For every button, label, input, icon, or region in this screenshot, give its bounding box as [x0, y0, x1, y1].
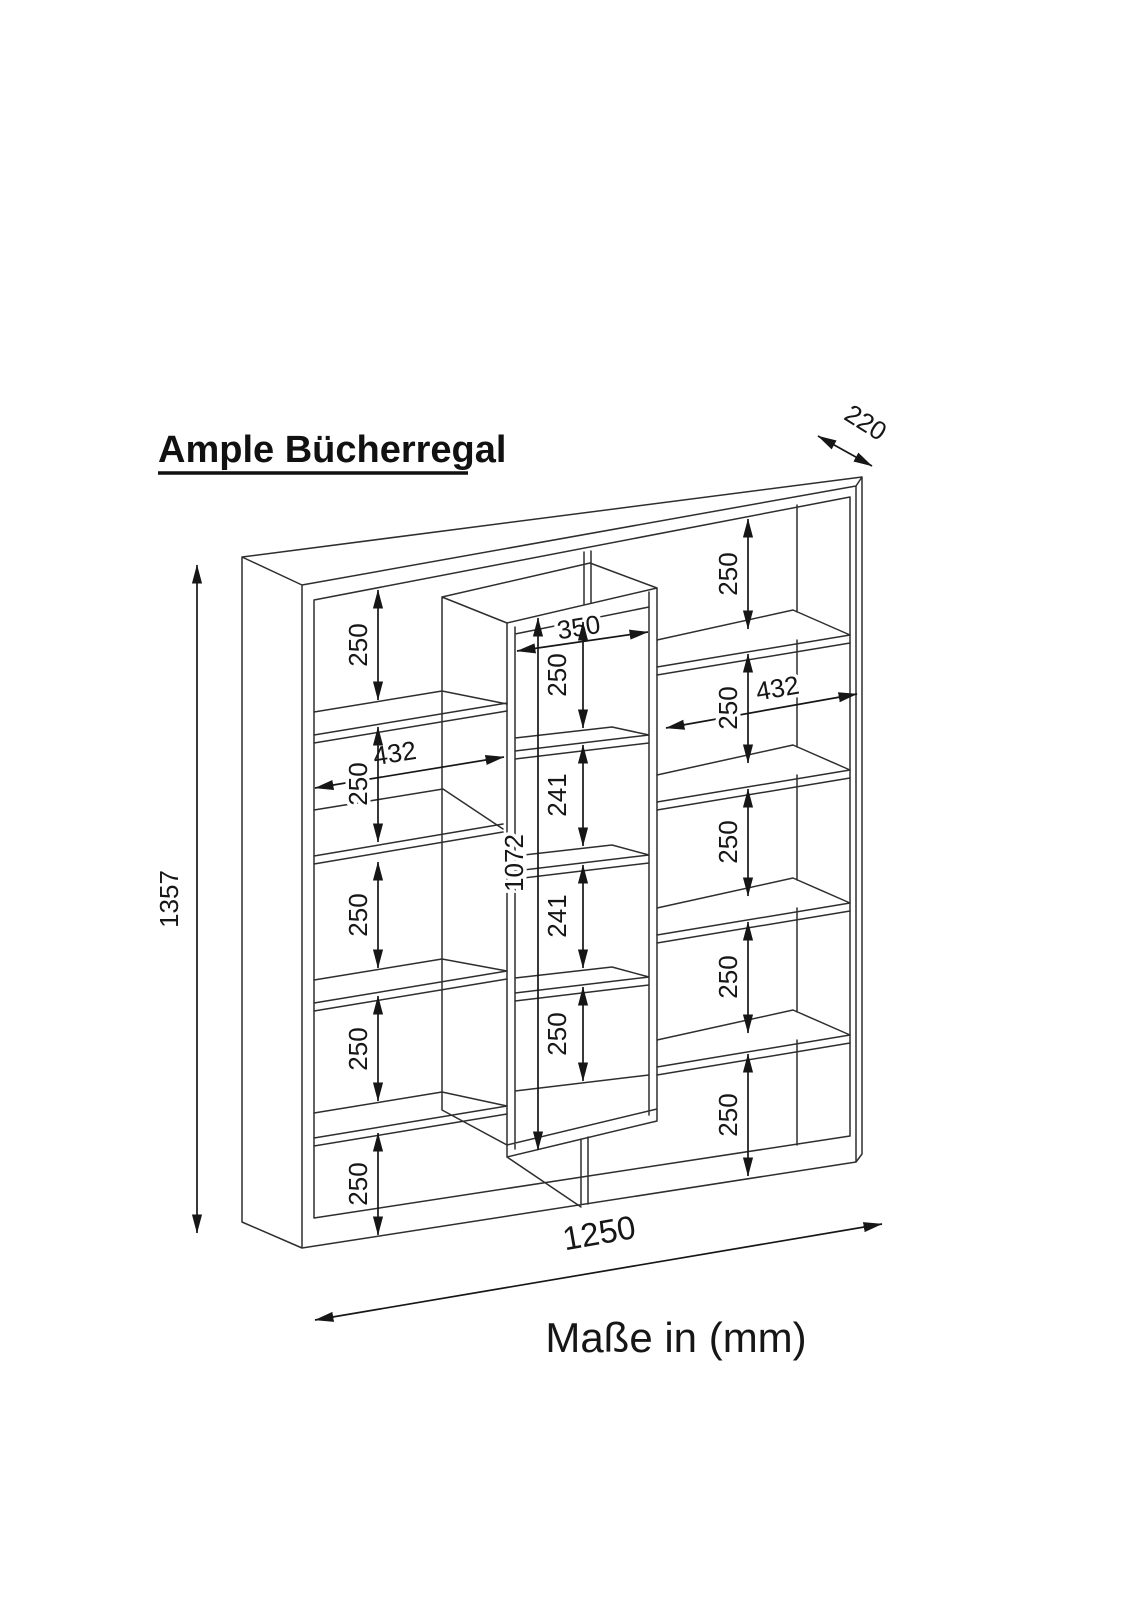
center-gap-label-3: 241 [542, 894, 572, 938]
shell-outline [242, 477, 862, 1248]
width-dimension [315, 1208, 882, 1320]
center-gap-label-4: 250 [542, 1012, 572, 1056]
left-gap-label-4: 250 [343, 1027, 373, 1071]
height-dimension-label: 1357 [154, 870, 184, 928]
right-shelf-width-label: 432 [753, 669, 802, 707]
center-column-height-label: 1072 [499, 834, 529, 892]
right-gap-label-2: 250 [713, 686, 743, 730]
right-gap-label-5: 250 [713, 1093, 743, 1137]
cabinet-shell [242, 477, 862, 1248]
depth-dimension [818, 398, 892, 466]
page-title: Ample Bücherregal [158, 429, 507, 471]
right-shelf-lines [657, 505, 850, 1145]
right-gap-label-3: 250 [713, 820, 743, 864]
depth-dimension-label: 220 [839, 398, 893, 447]
right-gap-label-1: 250 [713, 552, 743, 596]
right-shelf-width-dimension [666, 670, 857, 728]
left-gap-label-3: 250 [343, 893, 373, 937]
units-note: Maße in (mm) [545, 1314, 807, 1361]
left-shelf-width-label: 432 [370, 734, 419, 772]
center-column-height-dimension [499, 618, 538, 1150]
right-column-shelves [657, 505, 850, 1145]
width-dimension-label: 1250 [559, 1208, 639, 1258]
center-opening-width-label: 350 [554, 608, 603, 646]
center-gap-label-1: 250 [542, 653, 572, 697]
height-dimension [154, 565, 197, 1233]
depth-dimension-line [818, 436, 872, 466]
left-gap-label-1: 250 [343, 623, 373, 667]
left-gap-label-2: 250 [343, 762, 373, 806]
right-gap-label-4: 250 [713, 955, 743, 999]
right-column-gap-dimensions [713, 519, 748, 1176]
center-gap-label-2: 241 [542, 773, 572, 817]
left-gap-label-5: 250 [343, 1162, 373, 1206]
